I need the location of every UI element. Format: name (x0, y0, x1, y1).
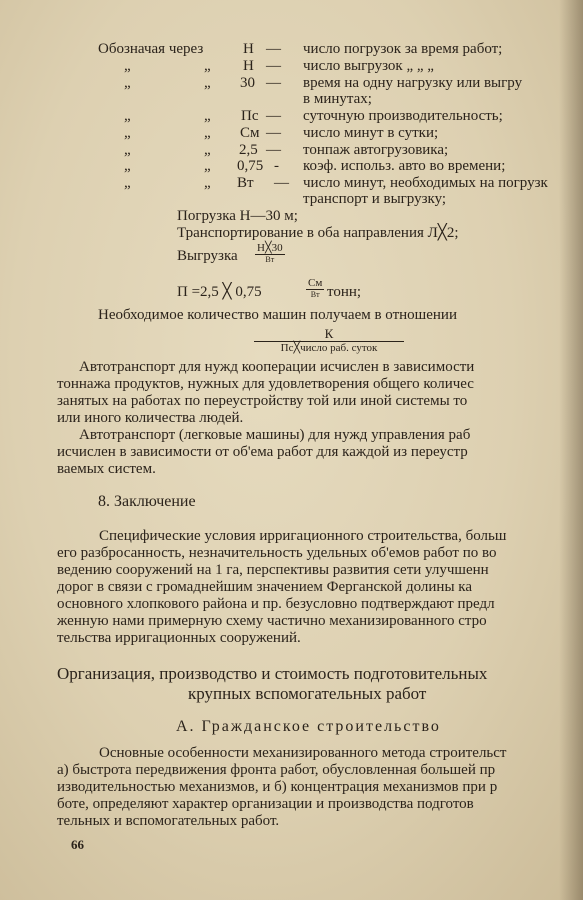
definition-dash: — (266, 125, 281, 141)
definition-row (124, 58, 579, 75)
text-line: исчислен в зависимости от об'ема работ для каждой из переустр (57, 444, 468, 460)
text-line: Специфические условия ирригационного строительства, больш (99, 528, 507, 544)
fraction-denominator: Вт (310, 290, 320, 299)
formula-unloading-label: Выгрузка (177, 248, 238, 264)
formula-unloading-fraction (255, 242, 285, 265)
ditto-mark: „ (124, 75, 131, 91)
definition-text: в минутах; (303, 91, 372, 107)
text-line: а) быстрота передвижения фронта работ, обусловленная большей пр (57, 762, 496, 778)
fraction-numerator: Н╳30 (257, 242, 283, 254)
text-line: изводительностью механизмов, и б) концентрация механизмов при р (57, 779, 498, 795)
fraction-numerator: К (254, 327, 404, 342)
definition-row (124, 75, 579, 92)
definition-symbol: 30 (240, 75, 255, 91)
definition-dash: — (274, 175, 289, 191)
chapter-heading-line-1: Организация, производство и стоимость подготовительных (57, 664, 488, 683)
text-line: Основные особенности механизированного метода строительст (99, 745, 507, 761)
ditto-mark: „ (204, 142, 211, 158)
text-line: его разбросанность, незначительность удельных об'емов работ по во (57, 545, 497, 561)
definition-text: коэф. использ. авто во времени; (303, 158, 506, 174)
ditto-mark: „ (124, 125, 131, 141)
ditto-mark: „ (204, 175, 211, 191)
fraction-denominator: Пс╳число раб. суток (280, 342, 378, 354)
definition-text: тонпаж автогрузовика; (303, 142, 449, 158)
definition-row (98, 41, 578, 58)
fraction-denominator: Вт (265, 255, 275, 264)
text-line: или иного количества людей. (57, 410, 244, 426)
definition-dash: — (266, 41, 281, 57)
ditto-mark: „ (124, 58, 131, 74)
ditto-mark: „ (124, 108, 131, 124)
definition-row (124, 158, 579, 175)
definition-symbol: Пс (241, 108, 259, 124)
definition-text: время на одну нагрузку или выгру (303, 75, 523, 91)
text-line: дорог в связи с громаднейшим значением Ферганской долины ка (57, 579, 472, 595)
ditto-mark: „ (204, 158, 211, 174)
ditto-mark: „ (124, 158, 131, 174)
formula-loading: Погрузка Н—30 м; (177, 208, 298, 224)
definition-text: число минут, необходимых на погрузк (303, 175, 548, 191)
text-line: боте, определяют характер организации и производства подготов (57, 796, 474, 812)
ditto-mark: „ (124, 175, 131, 191)
formula-productivity-right: тонн; (327, 284, 362, 300)
definition-dash: — (266, 58, 281, 74)
definition-row (124, 125, 579, 142)
definition-row (124, 142, 579, 159)
definition-dash: - (274, 158, 279, 174)
definition-symbol: Н (243, 41, 254, 57)
text-line: тоннажа продуктов, нужных для удовлетворения общего количес (57, 376, 474, 392)
definition-symbol: 0,75 (237, 158, 264, 174)
ditto-mark: „ (204, 75, 211, 91)
ditto-mark: „ (204, 125, 211, 141)
formula-transport: Транспортирование в оба направления Л╳2; (177, 225, 459, 241)
formula-machines-fraction (254, 327, 404, 355)
text-line: женную нами примерную схему частично механизированного стро (57, 613, 487, 629)
definition-row (124, 175, 579, 192)
text-line: основного хлопкового района и пр. безусловно подтверждают предл (57, 596, 495, 612)
fraction-numerator: См (308, 277, 323, 289)
page-number: 66 (71, 837, 84, 852)
definition-text: число выгрузок „ „ „ (303, 58, 434, 74)
definition-symbol: Вт (237, 175, 254, 191)
subsection-heading: А. Гражданское строительство (176, 718, 441, 735)
text-line: Автотранспорт (легковые машины) для нужд управления раб (79, 427, 471, 443)
text-line: занятых на работах по переустройству той или иной системы то (57, 393, 468, 409)
definition-text: транспорт и выгрузку; (303, 191, 447, 207)
ditto-mark: „ (204, 108, 211, 124)
definition-symbol: См (240, 125, 260, 141)
definition-symbol: 2,5 (239, 142, 258, 158)
definition-text: число погрузок за время работ; (303, 41, 503, 57)
definition-dash: — (266, 108, 281, 124)
ditto-mark: „ (204, 58, 211, 74)
section-heading: 8. Заключение (98, 493, 196, 510)
ditto-mark: „ (124, 142, 131, 158)
text-line: ваемых систем. (57, 461, 156, 477)
text-line: тельства ирригационных сооружений. (57, 630, 301, 646)
formula-productivity-left: П =2,5 ╳ 0,75 (177, 284, 262, 300)
definition-row (124, 108, 579, 125)
page-gutter-shadow (559, 0, 583, 900)
text-line: Автотранспорт для нужд кооперации исчислен в зависимости (79, 359, 475, 375)
definition-symbol: Н (243, 58, 254, 74)
definition-dash: — (266, 142, 281, 158)
text-line: ведению сооружений на 1 га, перспективы развития сети улучшенн (57, 562, 489, 578)
definition-text: суточную производительность; (303, 108, 503, 124)
definition-lead: Обозначая через (98, 41, 204, 57)
chapter-heading-line-2: крупных вспомогательных работ (188, 684, 427, 703)
formula-machines-text: Необходимое количество машин получаем в отношении (98, 307, 457, 323)
definition-dash: — (266, 75, 281, 91)
definition-text: число минут в сутки; (303, 125, 439, 141)
formula-productivity-fraction (306, 277, 324, 300)
text-line: тельных и вспомогательных работ. (57, 813, 280, 829)
